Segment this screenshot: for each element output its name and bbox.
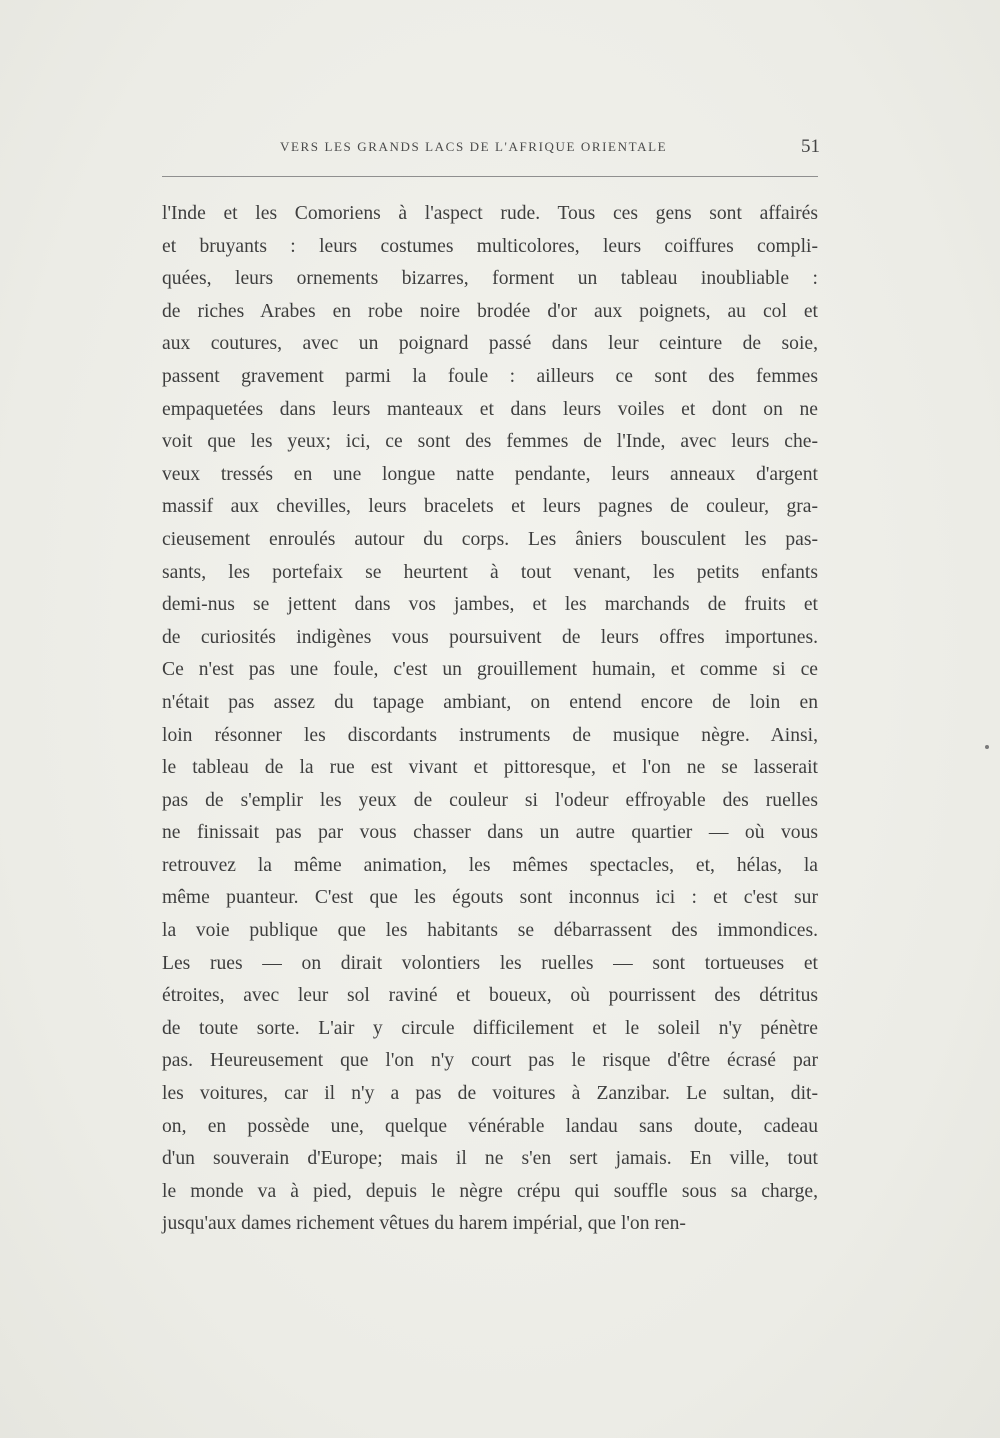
body-text [162,198,818,1241]
text-line: de toute sorte. L'air y circule difficilement et le soleil n'y pénètre [162,1017,818,1039]
text-line: loin résonner les discordants instruments de musique nègre. Ainsi, [162,724,818,746]
text-line: la voie publique que les habitants se débarrassent des immondices. [162,920,818,942]
text-line: pas. Heureusement que l'on n'y court pas le risque d'être écrasé par [162,1050,818,1072]
text-line: jusqu'aux dames richement vêtues du harem impérial, que l'on ren- [162,1213,686,1235]
text-line: de riches Arabes en robe noire brodée d'or aux poignets, au col et [162,300,818,322]
page-number: 51 [801,136,820,157]
text-line: Les rues — on dirait volontiers les ruelles — sont tortueuses et [162,952,818,974]
text-line: sants, les portefaix se heurtent à tout venant, les petits enfants [162,561,818,583]
text-line: d'un souverain d'Europe; mais il ne s'en sert jamais. En ville, tout [162,1148,818,1170]
text-line: le tableau de la rue est vivant et pittoresque, et l'on ne se lasserait [162,757,818,779]
text-line: cieusement enroulés autour du corps. Les âniers bousculent les pas- [162,528,818,550]
text-line: empaquetées dans leurs manteaux et dans leurs voiles et dont on ne [162,398,818,420]
text-line: n'était pas assez du tapage ambiant, on entend encore de loin en [162,691,818,713]
text-line: passent gravement parmi la foule : ailleurs ce sont des femmes [162,365,818,387]
text-line: de curiosités indigènes vous poursuivent de leurs offres importunes. [162,626,818,648]
text-line: les voitures, car il n'y a pas de voitures à Zanzibar. Le sultan, dit- [162,1083,818,1105]
text-line: le monde va à pied, depuis le nègre crépu qui souffle sous sa charge, [162,1180,818,1202]
text-line: massif aux chevilles, leurs bracelets et leurs pagnes de couleur, gra- [162,496,818,518]
text-line: et bruyants : leurs costumes multicolores, leurs coiffures compli- [162,235,818,257]
text-line: voit que les yeux; ici, ce sont des femmes de l'Inde, avec leurs che- [162,431,818,453]
text-line: ne finissait pas par vous chasser dans un autre quartier — où vous [162,822,818,844]
text-line: quées, leurs ornements bizarres, forment un tableau inoubliable : [162,268,818,290]
text-line: pas de s'emplir les yeux de couleur si l'odeur effroyable des ruelles [162,789,818,811]
text-line: l'Inde et les Comoriens à l'aspect rude. Tous ces gens sont affairés [162,203,818,224]
text-line: veux tressés en une longue natte pendante, leurs anneaux d'argent [162,463,818,485]
text-line: étroites, avec leur sol raviné et boueux, où pourrissent des détritus [162,985,818,1007]
text-line: aux coutures, avec un poignard passé dans leur ceinture de soie, [162,333,818,355]
text-line: on, en possède une, quelque vénérable landau sans doute, cadeau [162,1115,818,1137]
text-line: demi-nus se jettent dans vos jambes, et les marchands de fruits et [162,594,818,616]
running-head [160,136,820,160]
text-line: même puanteur. C'est que les égouts sont inconnus ici : et c'est sur [162,887,818,909]
running-title: VERS LES GRANDS LACS DE L'AFRIQUE ORIENTALE [280,139,668,154]
header-rule [162,176,818,177]
text-line: Ce n'est pas une foule, c'est un grouillement humain, et comme si ce [162,659,818,681]
paper-speck [985,745,989,749]
text-line: retrouvez la même animation, les mêmes spectacles, et, hélas, la [162,854,818,876]
